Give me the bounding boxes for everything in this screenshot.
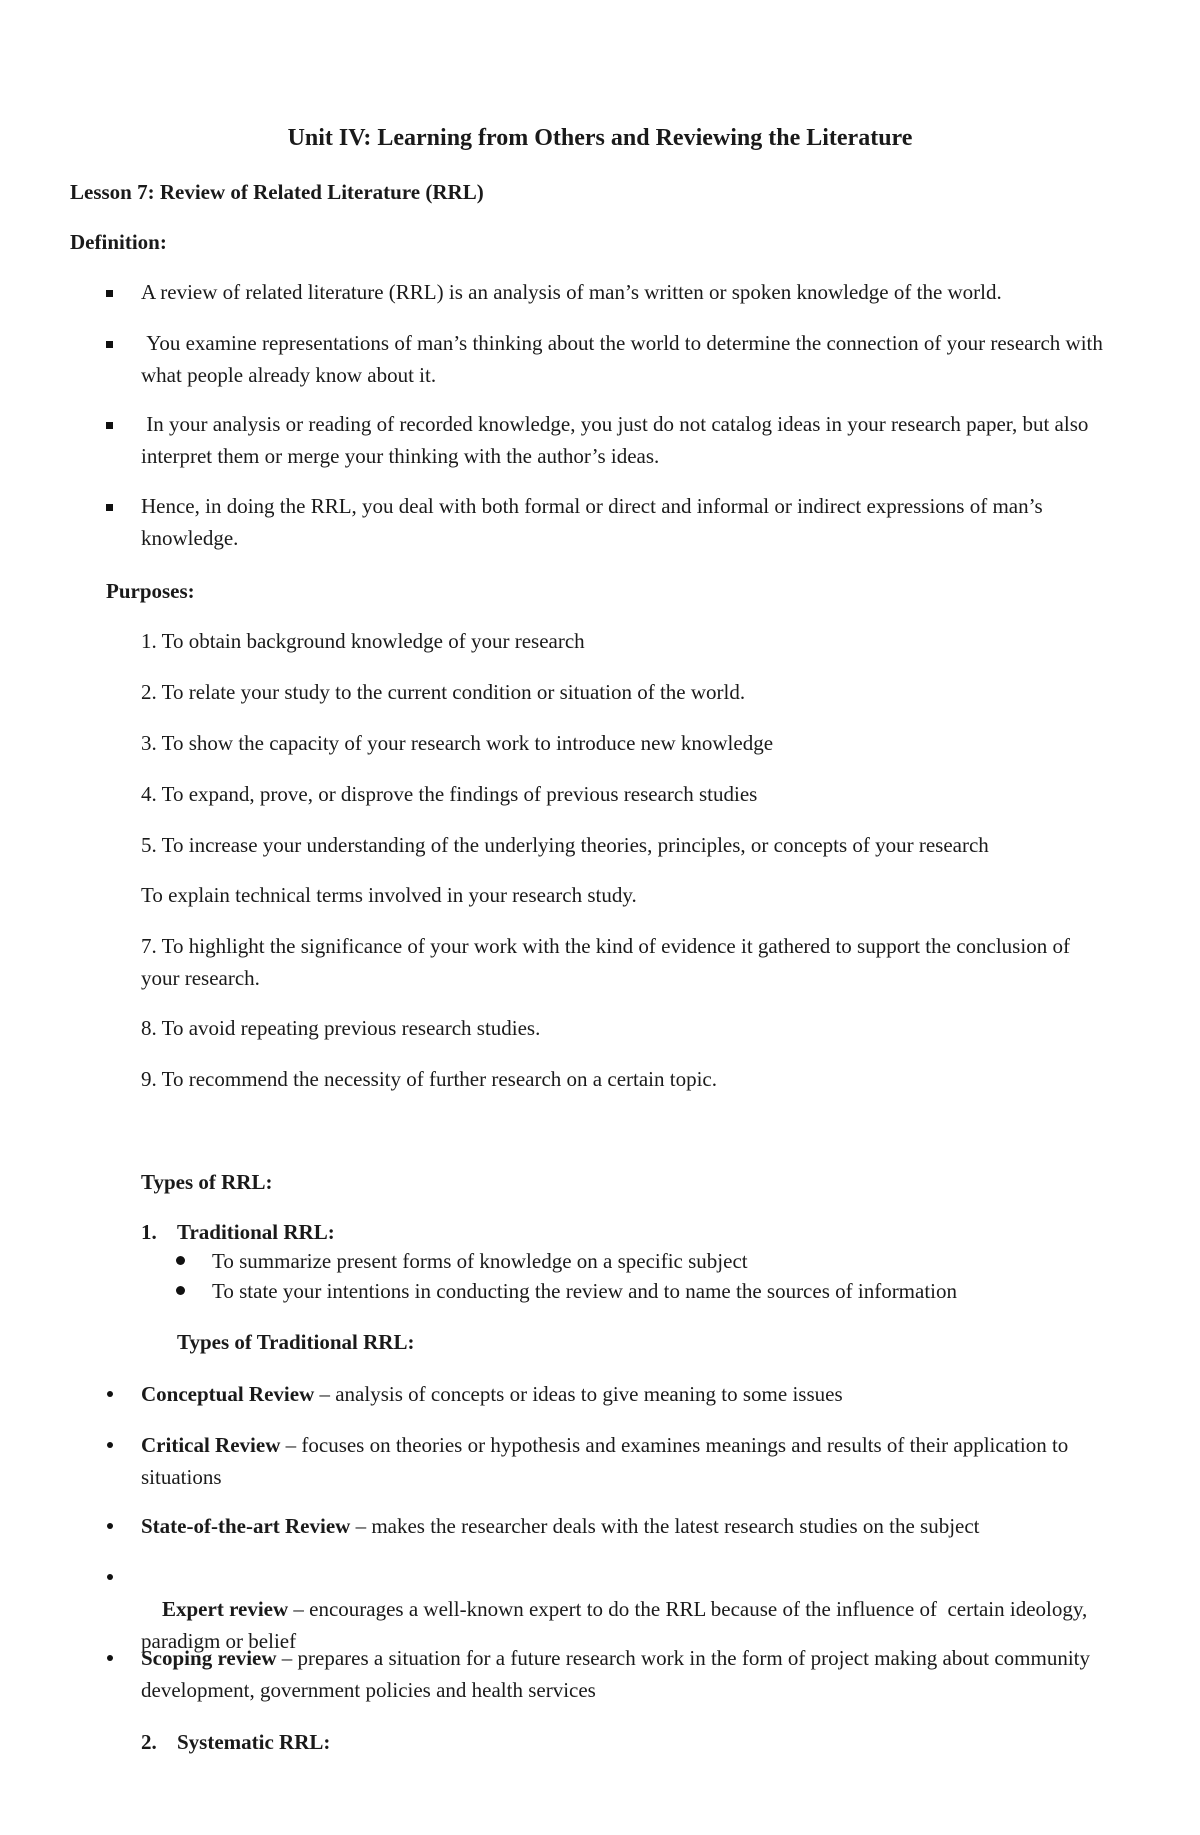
traditional-number: 1.: [141, 1220, 157, 1244]
square-bullet-icon: [106, 290, 113, 297]
systematic-label: Systematic RRL:: [177, 1730, 331, 1754]
definition-item: You examine representations of man’s thinking about the world to determine the connection of your research with what people already know about it.: [141, 331, 1109, 387]
page-title: Unit IV: Learning from Others and Reviewing the Literature: [287, 125, 913, 151]
review-term: Conceptual Review: [141, 1382, 315, 1406]
square-bullet-icon: [106, 504, 113, 511]
purpose-item: 9. To recommend the necessity of further research on a certain topic.: [141, 1067, 717, 1091]
definition-item: In your analysis or reading of recorded knowledge, you just do not catalog ideas in your research paper, but also interpret them or merge your thinking with the author’s ideas.: [141, 412, 1094, 468]
bullet-icon: [107, 1574, 113, 1580]
traditional-types-heading: Types of Traditional RRL:: [177, 1330, 415, 1354]
purpose-item: 1. To obtain background knowledge of your research: [141, 629, 585, 653]
review-type: [141, 1378, 1121, 1410]
review-type: [141, 1429, 1081, 1493]
traditional-bullet: To state your intentions in conducting the review and to name the sources of information: [212, 1279, 958, 1303]
round-bullet-icon: [176, 1256, 185, 1265]
review-term: Expert review: [162, 1597, 289, 1621]
purpose-item: 4. To expand, prove, or disprove the findings of previous research studies: [141, 782, 758, 806]
purpose-item: 2. To relate your study to the current condition or situation of the world.: [141, 680, 746, 704]
review-desc: – focuses on theories or hypothesis and examines meanings and results of their application to situations: [141, 1433, 1069, 1489]
review-desc: – makes the researcher deals with the latest research studies on the subject: [350, 1514, 980, 1538]
bullet-icon: [107, 1442, 113, 1448]
review-term: State-of-the-art Review: [141, 1514, 351, 1538]
review-desc: – prepares a situation for a future research work in the form of project making about community development, government policies and health services: [141, 1646, 1091, 1702]
systematic-number: 2.: [141, 1730, 157, 1754]
definition-item: A review of related literature (RRL) is an analysis of man’s written or spoken knowledge of the world.: [141, 280, 1002, 304]
purpose-item: 5. To increase your understanding of the underlying theories, principles, or concepts of your research: [141, 833, 989, 857]
purpose-item: 8. To avoid repeating previous research studies.: [141, 1016, 541, 1040]
lesson-heading: Lesson 7: Review of Related Literature (RRL): [70, 180, 484, 204]
review-type: [141, 1510, 1141, 1542]
purposes-heading: Purposes:: [106, 579, 195, 603]
round-bullet-icon: [176, 1286, 185, 1295]
types-heading: Types of RRL:: [141, 1170, 273, 1194]
traditional-bullet: To summarize present forms of knowledge on a specific subject: [212, 1249, 748, 1273]
review-type: [141, 1642, 1101, 1706]
bullet-icon: [107, 1523, 113, 1529]
definition-heading: Definition:: [70, 230, 167, 254]
square-bullet-icon: [106, 341, 113, 348]
traditional-label: Traditional RRL:: [177, 1220, 335, 1244]
bullet-icon: [107, 1655, 113, 1661]
review-term: Scoping review: [141, 1646, 277, 1670]
review-desc: – encourages a well-known expert to do the RRL because of the influence of certain ideology, paradigm or belief: [141, 1597, 1093, 1653]
review-term: Critical Review: [141, 1433, 281, 1457]
square-bullet-icon: [106, 422, 113, 429]
purpose-item: 3. To show the capacity of your research work to introduce new knowledge: [141, 731, 774, 755]
purpose-item: 7. To highlight the significance of your work with the kind of evidence it gathered to support the conclusion of your research.: [141, 934, 1070, 990]
bullet-icon: [107, 1391, 113, 1397]
definition-item: Hence, in doing the RRL, you deal with both formal or direct and informal or indirect expressions of man’s knowledge.: [141, 494, 1043, 550]
review-desc: – analysis of concepts or ideas to give meaning to some issues: [314, 1382, 843, 1406]
purpose-item: To explain technical terms involved in your research study.: [141, 883, 637, 907]
